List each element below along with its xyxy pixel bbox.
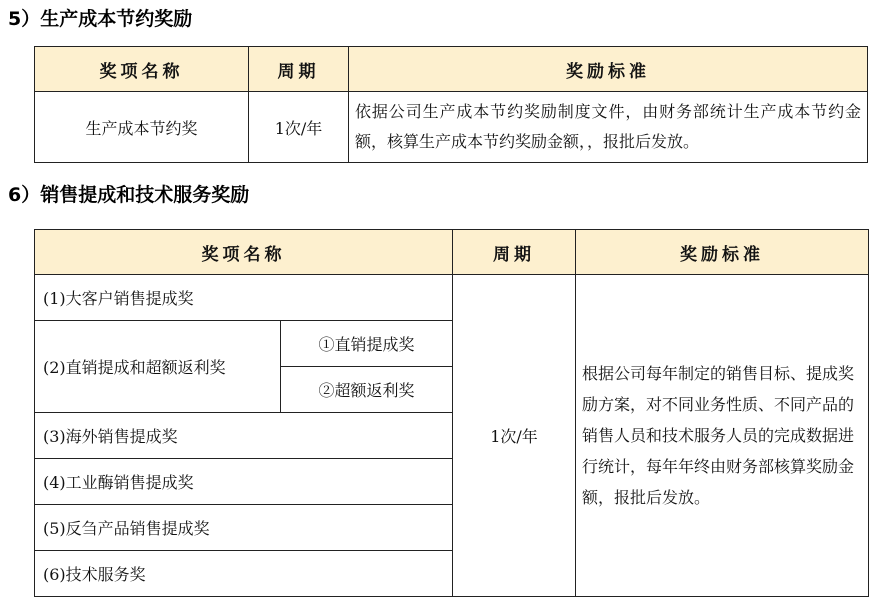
table-header-row	[35, 47, 868, 92]
section-heading-sales-commission: 6）销售提成和技术服务奖励	[8, 184, 250, 206]
header-award-name: 奖项名称	[35, 47, 249, 92]
header-award-standard: 奖励标准	[349, 47, 868, 92]
header-award-name: 奖项名称	[35, 230, 453, 275]
award-standard-cell: 依据公司生产成本节约奖励制度文件，由财务部统计生产成本节约金额，核算生产成本节约奖励金额，，报批后发放。	[349, 92, 868, 163]
award-item-2: (2)直销提成和超额返利奖	[35, 321, 281, 413]
award-period-cell: 1次/年	[453, 275, 576, 597]
award-item-2-sub-2: ②超额返利奖	[281, 367, 453, 413]
award-item-5: (5)反刍产品销售提成奖	[35, 505, 453, 551]
table-header-row	[35, 230, 869, 275]
sales-commission-award-table	[34, 229, 869, 597]
cost-saving-award-table	[34, 46, 868, 163]
section-heading-cost-saving: 5）生产成本节约奖励	[8, 8, 193, 30]
award-item-2-sub-1: ①直销提成奖	[281, 321, 453, 367]
table-row	[35, 92, 868, 163]
table-row	[35, 275, 869, 321]
header-period: 周期	[249, 47, 349, 92]
award-item-1: (1)大客户销售提成奖	[35, 275, 453, 321]
award-period-cell: 1次/年	[249, 92, 349, 163]
award-item-4: (4)工业酶销售提成奖	[35, 459, 453, 505]
award-item-6: (6)技术服务奖	[35, 551, 453, 597]
header-award-standard: 奖励标准	[576, 230, 869, 275]
award-item-3: (3)海外销售提成奖	[35, 413, 453, 459]
award-name-cell: 生产成本节约奖	[35, 92, 249, 163]
header-period: 周期	[453, 230, 576, 275]
award-standard-cell: 根据公司每年制定的销售目标、提成奖励方案，对不同业务性质、不同产品的销售人员和技术服务人员的完成数据进行统计，每年年终由财务部核算奖励金额，报批后发放。	[576, 275, 869, 597]
